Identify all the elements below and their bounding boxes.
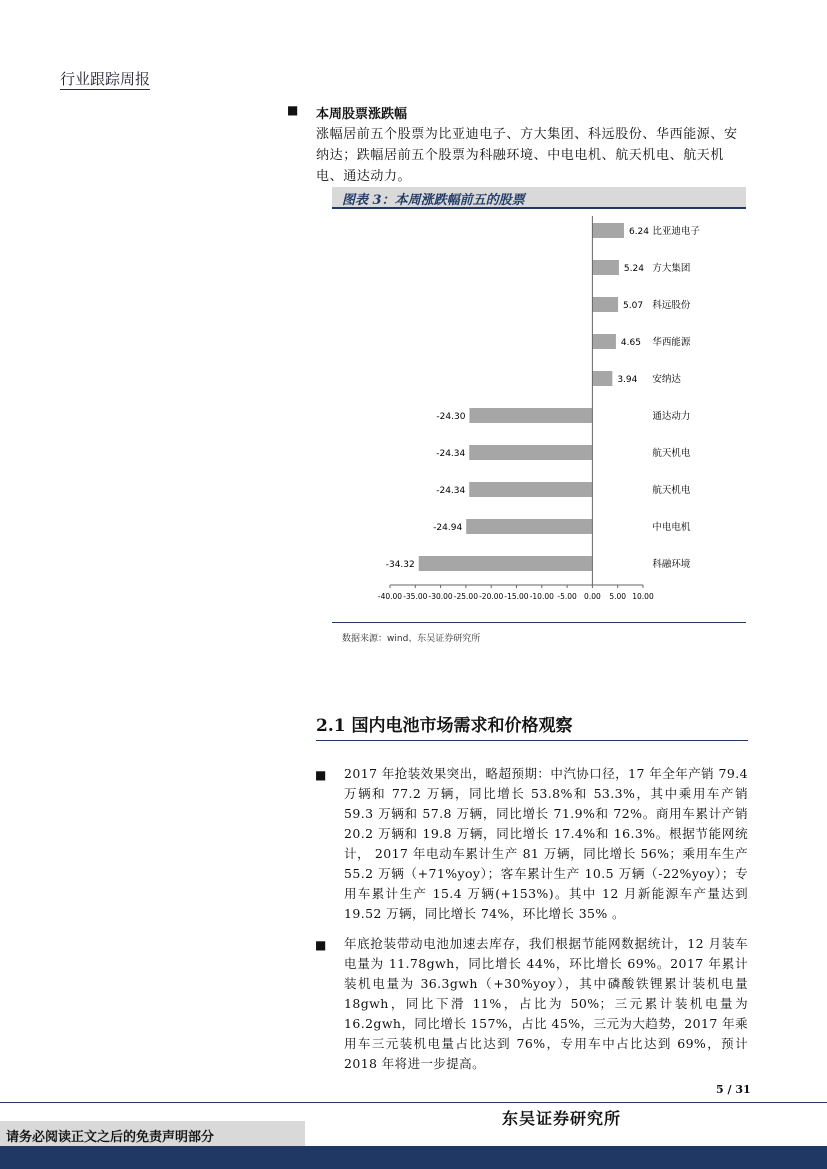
x-tick-label: -10.00 xyxy=(529,592,554,601)
section2-rule xyxy=(316,740,748,741)
bar-value-label: -24.30 xyxy=(436,412,466,422)
footer-rule xyxy=(0,1102,827,1103)
paragraph-battery: 年底抢装带动电池加速去库存，我们根据节能网数据统计，12 月装车电量为 11.78gwh，同比增长 44%，环比增长 69%。2017 年累计装机电量为 36.3gwh（+30%yoy），其中磷酸铁锂累计装机电量 18gwh，同比下滑 11%，占比为 50%；三元累计装机电量为 16.2gwh，同比增长 157%，占比 45%，三元为大趋势，2017 年乘用车三元装机电量占比达到 76%，专用车中占比达到 69%，预计 2018 年将进一步提高。 xyxy=(344,936,748,1071)
bar xyxy=(592,297,618,312)
bar xyxy=(419,556,593,571)
category-label: 科远股份 xyxy=(652,300,691,311)
figure-bottom-rule xyxy=(332,622,746,623)
bar-value-label: 3.94 xyxy=(617,375,638,385)
bar xyxy=(592,260,619,275)
bar-value-label: -34.32 xyxy=(385,560,415,570)
bar-value-label: 5.07 xyxy=(623,301,644,311)
category-label: 航天机电 xyxy=(652,485,691,496)
bar xyxy=(592,334,616,349)
category-label: 通达动力 xyxy=(652,411,691,422)
x-tick-label: 0.00 xyxy=(584,592,601,601)
bar-value-label: 4.65 xyxy=(620,338,641,348)
data-source: 数据来源：wind、东吴证券研究所 xyxy=(342,634,481,644)
category-label: 比亚迪电子 xyxy=(652,226,700,237)
category-label: 华西能源 xyxy=(652,337,691,348)
bar-chart xyxy=(330,212,747,622)
bottom-band xyxy=(0,1146,827,1169)
bar-value-label: 6.24 xyxy=(628,227,650,237)
brand-name: 东吴证券研究所 xyxy=(502,1109,622,1128)
figure-title: 图表 3：本周涨跌幅前五的股票 xyxy=(342,193,525,208)
bar-value-label: -24.94 xyxy=(433,523,463,533)
bullet-marker: ■ xyxy=(315,938,327,952)
bar xyxy=(592,371,612,386)
x-tick-label: -5.00 xyxy=(557,592,577,601)
section-heading: 本周股票涨跌幅 xyxy=(316,107,408,122)
x-tick-label: -40.00 xyxy=(377,592,403,601)
category-label: 航天机电 xyxy=(652,448,691,459)
bar-value-label: -24.34 xyxy=(436,449,466,459)
category-label: 科融环境 xyxy=(652,559,691,570)
x-tick-label: -20.00 xyxy=(479,592,504,601)
section-intro-text: 涨幅居前五个股票为比亚迪电子、方大集团、科远股份、华西能源、安纳达；跌幅居前五个股票为科融环境、中电电机、航天机电、航天机电、通达动力。 xyxy=(316,127,738,184)
paragraph-production: 2017 年抢装效果突出，略超预期：中汽协口径，17 年全年产销 79.4 万辆和 77.2 万辆，同比增长 53.8%和 53.3%，其中乘用车产销 59.3 万辆和 57.8 万辆，同比增长 71.9%和 72%。商用车累计产销 20.2 万辆和 19.8 万辆，同比增长 17.4%和 16.3%。根据节能网统计， 2017 年电动车累计生产 81 万辆，同比增长 56%；乘用车生产 55.2 万辆（+71%yoy）；客车累计生产 10.5 万辆（-22%yoy）；专用车累计生产 15.4 万辆(+153%)。其中 12 月新能源车产量达到 19.52 万辆，同比增长 74%，环比增长 35% 。 xyxy=(344,766,748,921)
bar xyxy=(592,223,624,238)
x-tick-label: 5.00 xyxy=(609,592,627,601)
bullet-marker: ■ xyxy=(287,103,299,117)
report-type-header: 行业跟踪周报 xyxy=(60,70,151,88)
x-tick-label: -35.00 xyxy=(403,592,428,601)
x-tick-label: 10.00 xyxy=(632,592,654,601)
section2-heading: 2.1 国内电池市场需求和价格观察 xyxy=(316,716,573,736)
x-tick-label: -25.00 xyxy=(453,592,478,601)
bar xyxy=(469,445,592,460)
bar xyxy=(466,519,592,534)
bar xyxy=(469,482,592,497)
category-label: 方大集团 xyxy=(652,263,691,274)
disclaimer-text: 请务必阅读正文之后的免责声明部分 xyxy=(6,1130,215,1145)
bullet-marker: ■ xyxy=(315,768,327,782)
bar-value-label: 5.24 xyxy=(623,264,644,274)
x-tick-label: -15.00 xyxy=(504,592,529,601)
x-tick-label: -30.00 xyxy=(428,592,453,601)
bar xyxy=(469,408,592,423)
bar-value-label: -24.34 xyxy=(436,486,466,496)
category-label: 安纳达 xyxy=(652,374,681,385)
page-number: 5 / 31 xyxy=(716,1083,751,1096)
category-label: 中电电机 xyxy=(652,522,691,533)
